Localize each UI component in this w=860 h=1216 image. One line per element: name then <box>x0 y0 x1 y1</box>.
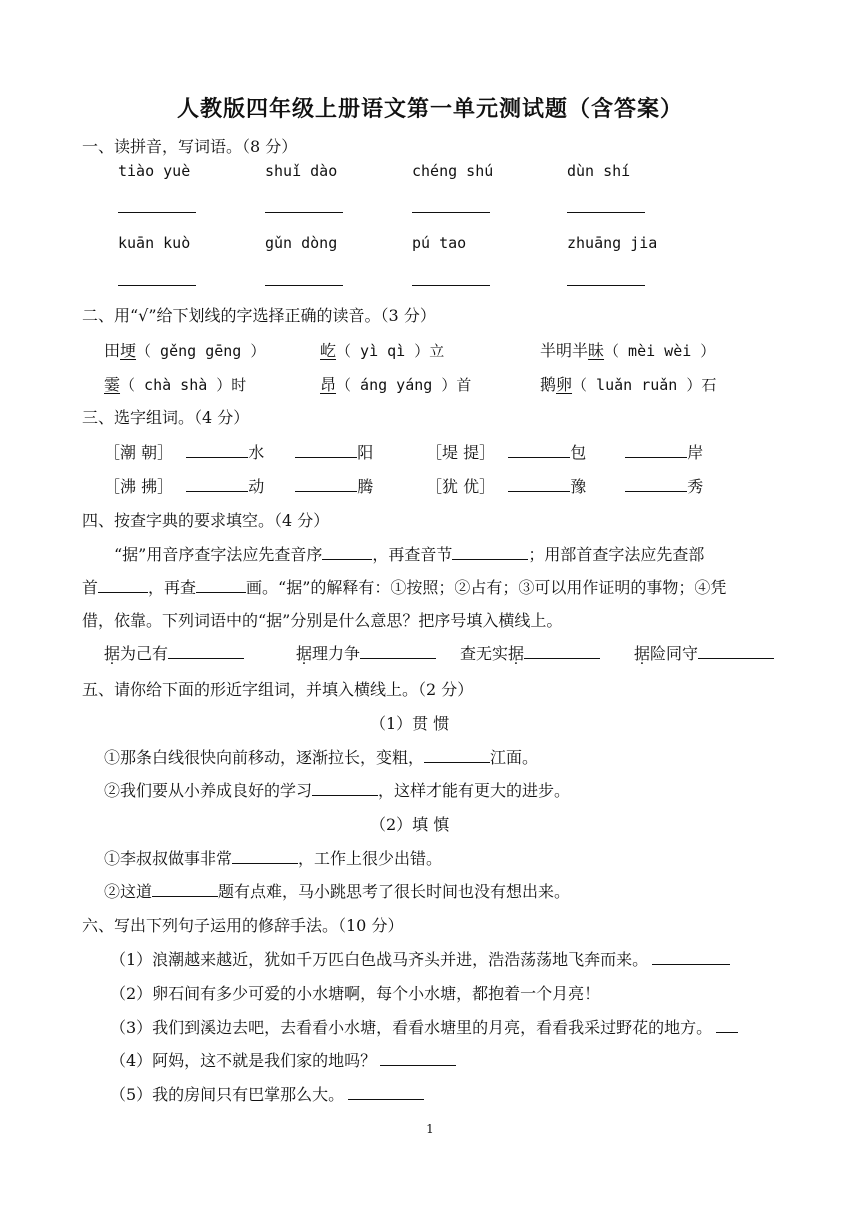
pinyin-7: pú tao <box>412 234 467 252</box>
answer-blank[interactable] <box>380 1064 456 1066</box>
answer-blank[interactable] <box>452 558 528 560</box>
answer-blank[interactable] <box>567 212 645 213</box>
pinyin-4: dùn shí <box>567 162 631 180</box>
rhetoric-item: （4）阿妈，这不就是我们家的地吗？ <box>110 1048 456 1071</box>
rhetoric-item: （1）浪潮越来越近，犹如千万匹白色战马齐头并进，浩浩荡荡地飞奔而来。 <box>110 947 730 970</box>
sentence: ①那条白线很快向前移动，逐渐拉长，变粗， 江面。 <box>104 748 539 767</box>
paragraph-line: 首 ，再查 画。“据”的解释有：①按照；②占有；③可以用作证明的事物；④凭 <box>82 578 727 597</box>
answer-blank[interactable] <box>186 490 248 492</box>
answer-blank[interactable] <box>698 657 774 659</box>
rhetoric-item: （5）我的房间只有巴掌那么大。 <box>110 1082 424 1105</box>
reading-item: 田埂（ gěng gēng ） <box>104 341 266 360</box>
answer-blank[interactable] <box>152 895 218 897</box>
answer-blank[interactable] <box>265 285 343 286</box>
word-group-row: ［沸 拂］ 动 腾 <box>104 477 374 496</box>
pinyin-5: kuān kuò <box>118 234 191 252</box>
sentence: ②这道 题有点难，马小跳思考了很长时间也没有想出来。 <box>104 882 571 901</box>
reading-item: 霎（ chà shà ）时 <box>104 375 247 394</box>
pinyin-8: zhuāng jia <box>567 234 658 252</box>
answer-blank[interactable] <box>118 212 196 213</box>
word-group-row: ［潮 朝］ 水 阳 <box>104 443 374 462</box>
answer-blank[interactable] <box>265 212 343 213</box>
rhetoric-item: （2）卵石间有多少可爱的小水塘啊，每个小水塘，都抱着一个月亮！ <box>110 984 601 1003</box>
answer-blank[interactable] <box>508 456 570 458</box>
paragraph-line: “据”用音序查字法应先查音序 ，再查音节 ；用部首查字法应先查部 <box>114 545 705 564</box>
reading-item: 鹅卵（ luǎn ruǎn ）石 <box>540 375 717 394</box>
answer-blank[interactable] <box>625 490 687 492</box>
paragraph-line: 借，依靠。下列词语中的“据”分别是什么意思？把序号填入横线上。 <box>82 611 563 630</box>
answer-blank[interactable] <box>295 456 357 458</box>
section-6-heading: 六、写出下列句子运用的修辞手法。（10 分） <box>82 916 404 935</box>
answer-blank[interactable] <box>118 285 196 286</box>
meaning-item: 据理力争 <box>296 641 436 664</box>
answer-blank[interactable] <box>508 490 570 492</box>
char-group-label: （2）填 慎 <box>370 815 450 834</box>
answer-blank[interactable] <box>424 761 490 763</box>
pinyin-3: chéng shú <box>412 162 494 180</box>
answer-blank[interactable] <box>168 657 244 659</box>
answer-blank[interactable] <box>196 591 246 593</box>
word-group-row: ［堤 提］ 包 岸 <box>426 443 704 462</box>
word-group-row: ［犹 优］ 豫 秀 <box>426 477 704 496</box>
answer-blank[interactable] <box>232 862 298 864</box>
answer-blank[interactable] <box>524 657 600 659</box>
sentence: ①李叔叔做事非常 ，工作上很少出错。 <box>104 849 443 868</box>
meaning-item: 据险同守 <box>634 641 774 664</box>
answer-blank[interactable] <box>312 794 378 796</box>
pinyin-2: shuǐ dào <box>265 162 338 180</box>
meaning-item: 据为己有 <box>104 641 244 664</box>
meaning-item: 查无实据 <box>460 641 600 664</box>
reading-item: 屹（ yì qì ）立 <box>320 341 445 360</box>
answer-blank[interactable] <box>360 657 436 659</box>
pinyin-1: tiào yuè <box>118 162 191 180</box>
answer-blank[interactable] <box>716 1031 738 1033</box>
section-4-heading: 四、按查字典的要求填空。（4 分） <box>82 511 330 530</box>
answer-blank[interactable] <box>625 456 687 458</box>
answer-blank[interactable] <box>295 490 357 492</box>
answer-blank[interactable] <box>412 212 490 213</box>
answer-blank[interactable] <box>348 1098 424 1100</box>
answer-blank[interactable] <box>567 285 645 286</box>
reading-item: 昂（ áng yáng ）首 <box>320 375 472 394</box>
answer-blank[interactable] <box>322 558 372 560</box>
sentence: ②我们要从小养成良好的学习 ，这样才能有更大的进步。 <box>104 781 571 800</box>
answer-blank[interactable] <box>652 963 730 965</box>
section-3-heading: 三、选字组词。（4 分） <box>82 408 250 427</box>
pinyin-6: gǔn dòng <box>265 234 338 252</box>
reading-item: 半明半昧（ mèi wèi ） <box>540 341 716 360</box>
section-2-heading: 二、用“√”给下划线的字选择正确的读音。（3 分） <box>82 306 436 325</box>
rhetoric-item: （3）我们到溪边去吧，去看看小水塘，看看水塘里的月亮，看看我采过野花的地方。 <box>110 1015 738 1038</box>
answer-blank[interactable] <box>98 591 148 593</box>
answer-blank[interactable] <box>412 285 490 286</box>
answer-blank[interactable] <box>186 456 248 458</box>
section-5-heading: 五、请你给下面的形近字组词，并填入横线上。（2 分） <box>82 680 474 699</box>
page-title: 人教版四年级上册语文第一单元测试题（含答案） <box>176 97 683 122</box>
page-number: 1 <box>426 1122 434 1136</box>
section-1-heading: 一、读拼音，写词语。（8 分） <box>82 137 298 156</box>
char-group-label: （1）贯 惯 <box>370 714 450 733</box>
